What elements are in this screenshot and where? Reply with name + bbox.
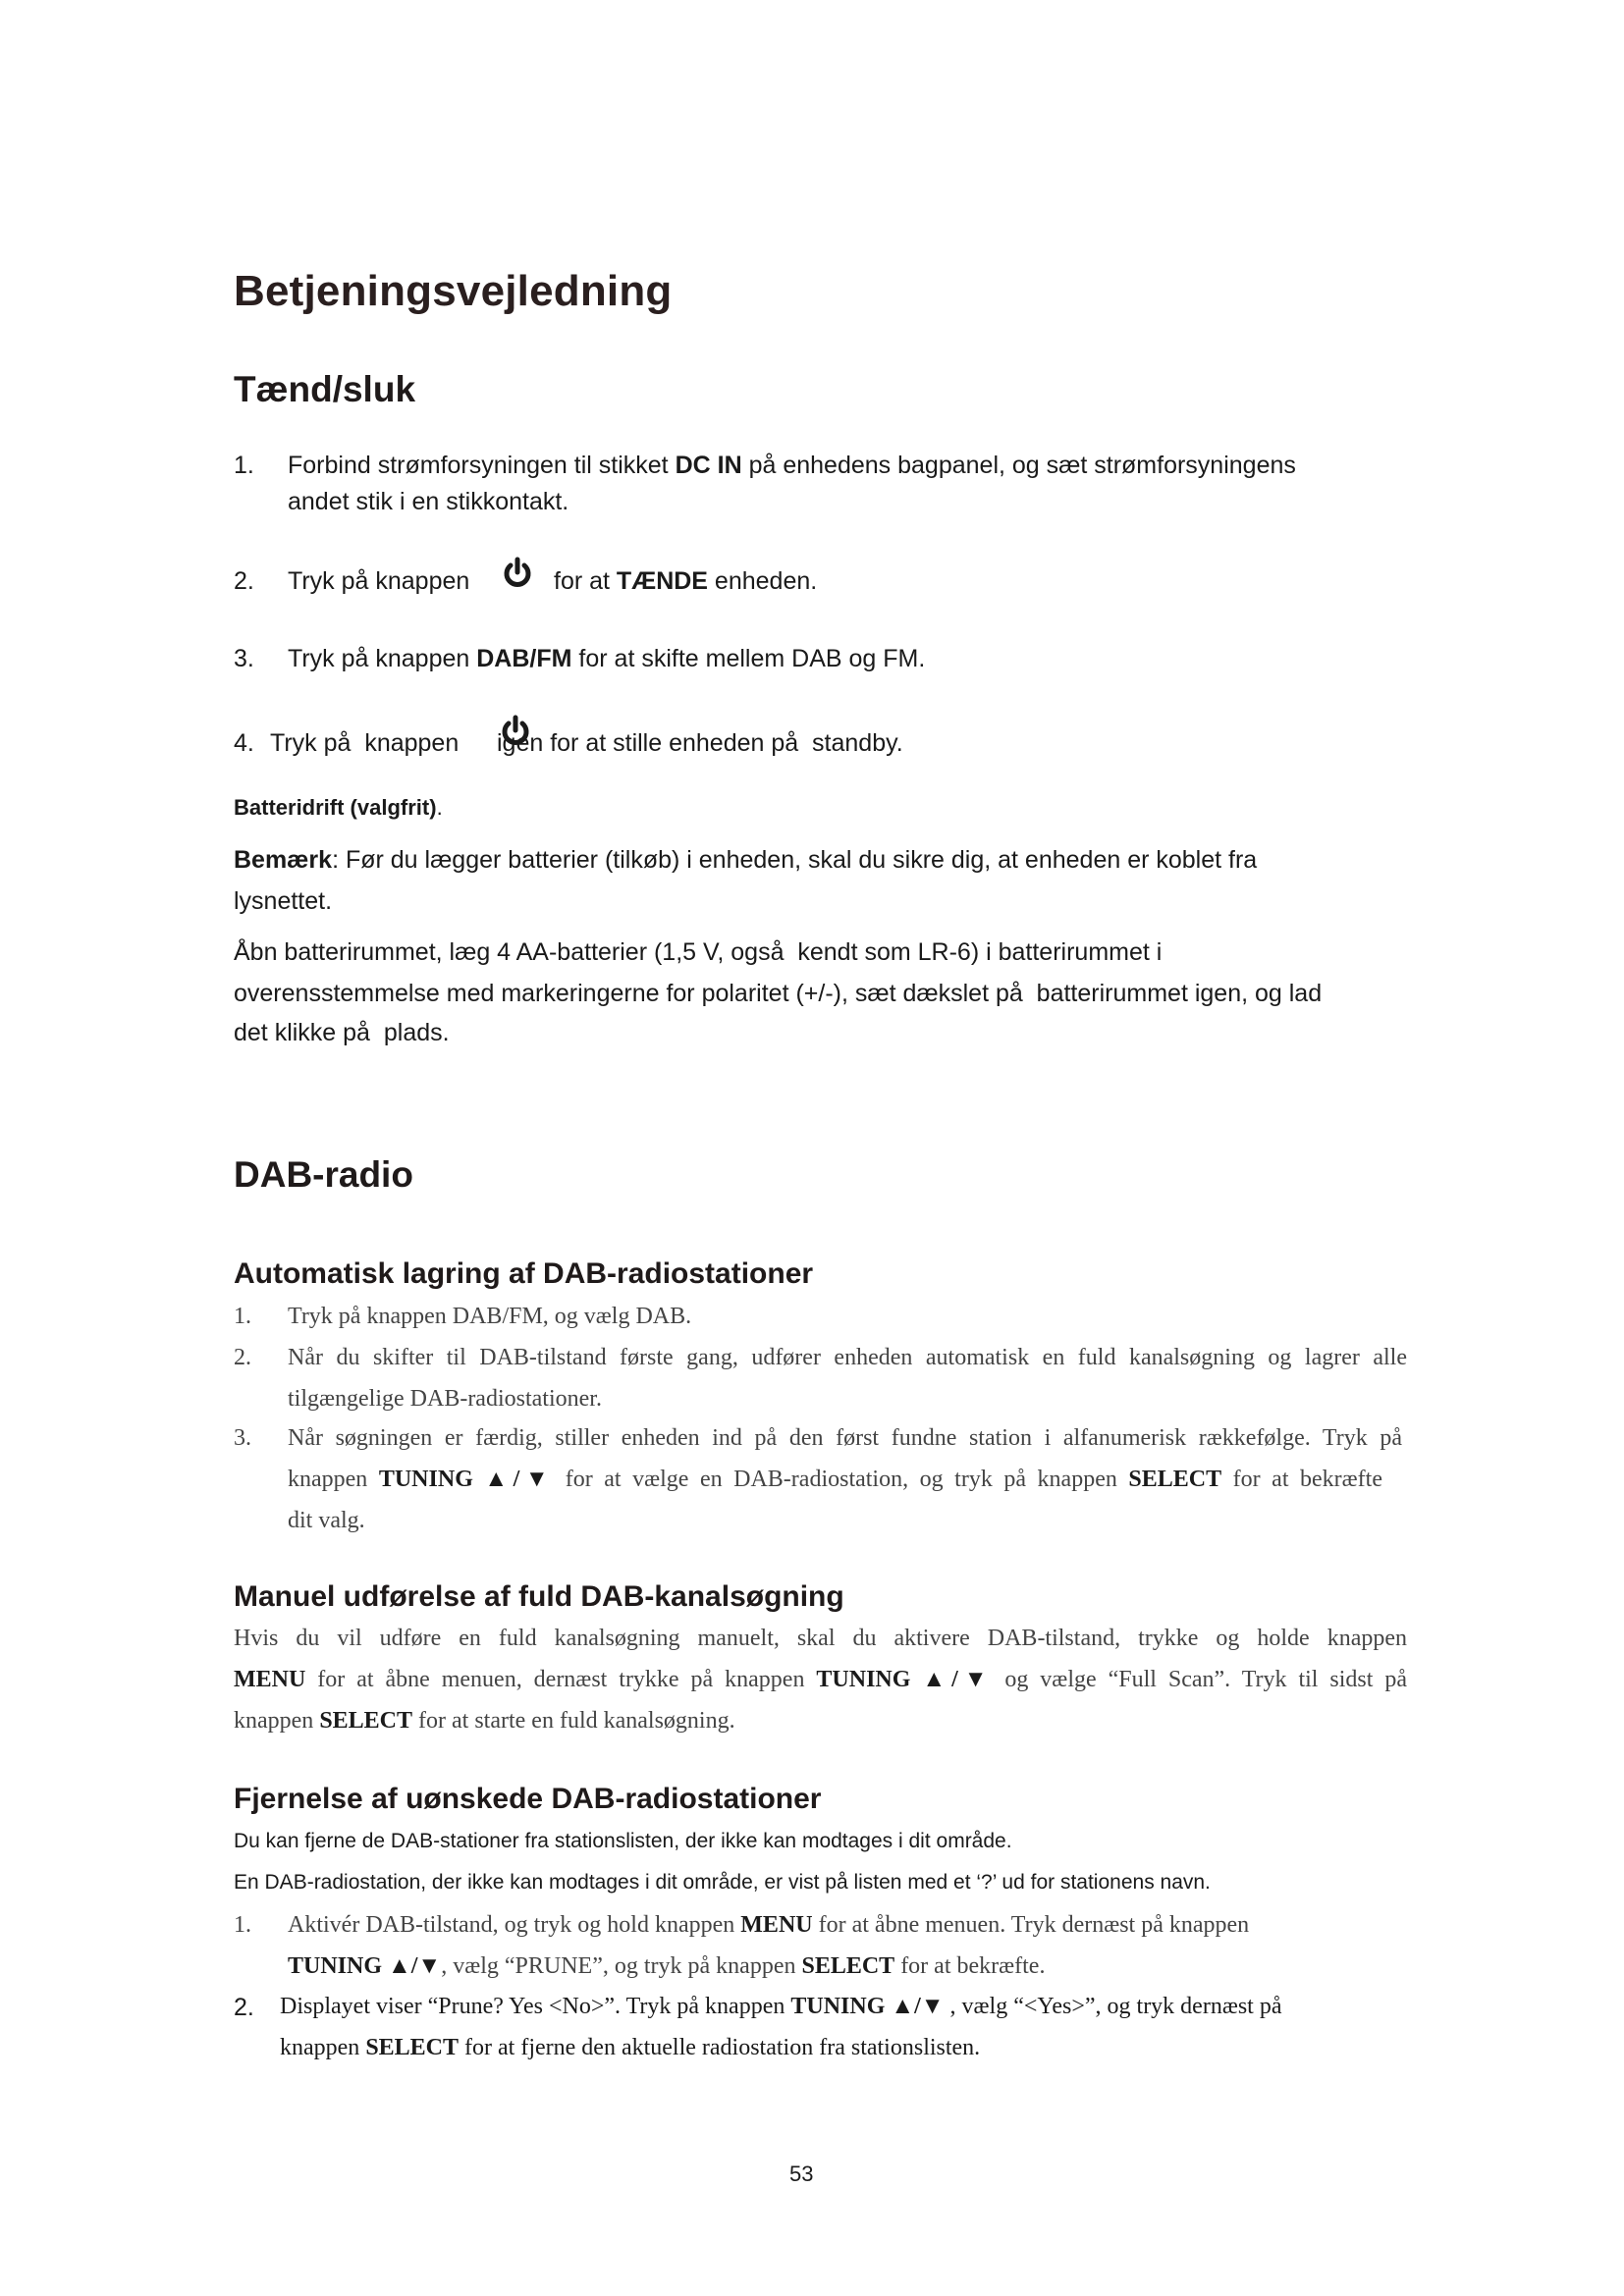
- tuning-label: TUNING ▲/▼: [288, 1953, 442, 1979]
- manual-text-e: knappen: [234, 1708, 320, 1734]
- select-label: SELECT: [319, 1708, 413, 1734]
- step-2-line: [554, 567, 817, 596]
- step-3-text-c: for at skifte mellem DAB og FM.: [571, 645, 926, 672]
- battery-line-3: det klikke på plads.: [234, 1019, 450, 1046]
- page-title: Betjeningsvejledning: [234, 267, 673, 315]
- manual-scan-heading: Manuel udførelse af fuld DAB-kanalsøgning: [234, 1580, 844, 1613]
- remove-step-2-text-d: knappen: [280, 2035, 366, 2060]
- manual-text-b: for at åbne menuen, dernæst trykke på knappen: [305, 1667, 817, 1692]
- remove-step-1-text-g: for at bekræfte.: [894, 1953, 1046, 1979]
- auto-step-3-line-2: [288, 1467, 1382, 1493]
- remove-step-2-text-a: Displayet viser “Prune? Yes <No>”. Tryk på knappen: [280, 1994, 791, 2019]
- dab-fm-label: DAB/FM: [476, 645, 572, 672]
- tuning-label: TUNING ▲/▼: [816, 1667, 994, 1692]
- dc-in-label: DC IN: [675, 452, 742, 479]
- note-line-2: lysnettet.: [234, 887, 333, 915]
- auto-step-3-text-c: for at vælge en DAB-radiostation, og tryk på knappen: [554, 1467, 1129, 1492]
- section-heading-dab: DAB-radio: [234, 1154, 413, 1195]
- menu-label: MENU: [740, 1912, 813, 1938]
- step-4-text-a: Tryk på knappen: [270, 729, 460, 757]
- tuning-label: TUNING ▲/▼: [790, 1994, 945, 2019]
- step-1-line-2: andet stik i en stikkontakt.: [288, 488, 569, 515]
- remove-step-1-line-2: [288, 1953, 1045, 1980]
- step-2-text-d: enheden.: [707, 567, 818, 595]
- remove-step-2-line-2: [280, 2035, 980, 2061]
- remove-step-2-line-1: [280, 1994, 1282, 2020]
- auto-store-heading: Automatisk lagring af DAB-radiostationer: [234, 1257, 814, 1290]
- remove-stations-heading: Fjernelse af uønskede DAB-radiostationer: [234, 1783, 822, 1815]
- battery-heading-text: Batteridrift (valgfrit): [234, 795, 437, 820]
- step-2-number: 2.: [234, 567, 254, 595]
- select-label: SELECT: [801, 1953, 895, 1979]
- step-3-number: 3.: [234, 645, 254, 672]
- auto-step-3-number: 3.: [234, 1425, 251, 1451]
- remove-step-2-text-f: for at fjerne den aktuelle radiostation fra stationslisten.: [459, 2035, 981, 2060]
- step-1-number: 1.: [234, 452, 254, 479]
- select-label: SELECT: [1128, 1467, 1222, 1492]
- manual-text-d: og vælge “Full Scan”. Tryk til sidst på: [993, 1667, 1408, 1692]
- section-heading-power: Tænd/sluk: [234, 369, 416, 409]
- step-3-line: [288, 645, 925, 673]
- step-1-text-a: Forbind strømforsyningen til stikket: [288, 452, 676, 479]
- remove-step-1-text-c: for at åbne menuen. Tryk dernæst på knappen: [812, 1912, 1250, 1938]
- manual-line-2: [234, 1667, 1407, 1693]
- auto-step-1-number: 1.: [234, 1304, 251, 1329]
- auto-step-2-line-2: tilgængelige DAB-radiostationer.: [288, 1386, 602, 1412]
- auto-step-3-line-1: Når søgningen er færdig, stiller enheden ind på den først fundne station i alfanumerisk rækkefølge. Tryk på: [288, 1425, 1402, 1451]
- taende-label: TÆNDE: [616, 567, 708, 595]
- note-text-a: : Før du lægger batterier (tilkøb) i enheden, skal du sikre dig, at enheden er koblet fra: [332, 846, 1258, 874]
- step-2-text-a: Tryk på knappen: [288, 567, 470, 595]
- page-number: 53: [789, 2162, 814, 2186]
- auto-step-2-line-1: Når du skifter til DAB-tilstand første gang, udfører enheden automatisk en fuld kanalsøgning og lagrer alle: [288, 1345, 1407, 1370]
- note-label: Bemærk: [234, 846, 333, 874]
- select-label: SELECT: [365, 2035, 460, 2060]
- menu-label: MENU: [234, 1667, 306, 1692]
- tuning-label: TUNING ▲/▼: [378, 1467, 555, 1492]
- remove-step-1-line-1: [288, 1912, 1249, 1939]
- manual-line-3: [234, 1708, 735, 1735]
- auto-step-1: Tryk på knappen DAB/FM, og vælg DAB.: [288, 1304, 692, 1329]
- step-1-line-1: [288, 452, 1296, 480]
- step-1-text-c: på enhedens bagpanel, og sæt strømforsyningens: [741, 452, 1296, 479]
- auto-step-2-number: 2.: [234, 1345, 251, 1370]
- power-icon: [499, 715, 532, 748]
- battery-line-2: overensstemmelse med markeringerne for polaritet (+/-), sæt dækslet på batterirummet igen, og lad: [234, 980, 1323, 1007]
- remove-step-2-text-c: , vælg “<Yes>”, og tryk dernæst på: [944, 1994, 1282, 2019]
- step-2-text-b: for at: [554, 567, 617, 595]
- remove-step-1-text-e: , vælg “PRUNE”, og tryk på knappen: [441, 1953, 802, 1979]
- remove-step-2-number: 2.: [234, 1994, 254, 2021]
- auto-step-3-text-e: for at bekræfte: [1221, 1467, 1382, 1492]
- auto-step-3-line-3: dit valg.: [288, 1508, 365, 1533]
- auto-step-3-text-a: knappen: [288, 1467, 379, 1492]
- power-icon: [501, 557, 534, 590]
- battery-heading-dot: .: [436, 795, 443, 820]
- step-4-text-b: igen for at stille enheden på standby.: [497, 729, 903, 757]
- remove-step-1-number: 1.: [234, 1912, 251, 1938]
- manual-line-1: Hvis du vil udføre en fuld kanalsøgning manuelt, skal du aktivere DAB-tilstand, trykke og holde knappen: [234, 1626, 1407, 1651]
- remove-paragraph-2: En DAB-radiostation, der ikke kan modtages i dit område, er vist på listen med et ‘?’ ud for stationens navn.: [234, 1871, 1211, 1894]
- remove-paragraph-1: Du kan fjerne de DAB-stationer fra stationslisten, der ikke kan modtages i dit område.: [234, 1830, 1012, 1852]
- note-line-1: [234, 846, 1257, 875]
- battery-heading: [234, 795, 443, 821]
- manual-text-g: for at starte en fuld kanalsøgning.: [412, 1708, 735, 1734]
- remove-step-1-text-a: Aktivér DAB-tilstand, og tryk og hold knappen: [288, 1912, 741, 1938]
- step-4-number: 4.: [234, 729, 254, 757]
- step-3-text-a: Tryk på knappen: [288, 645, 477, 672]
- battery-line-1: Åbn batterirummet, læg 4 AA-batterier (1,5 V, også kendt som LR-6) i batterirummet i: [234, 938, 1163, 966]
